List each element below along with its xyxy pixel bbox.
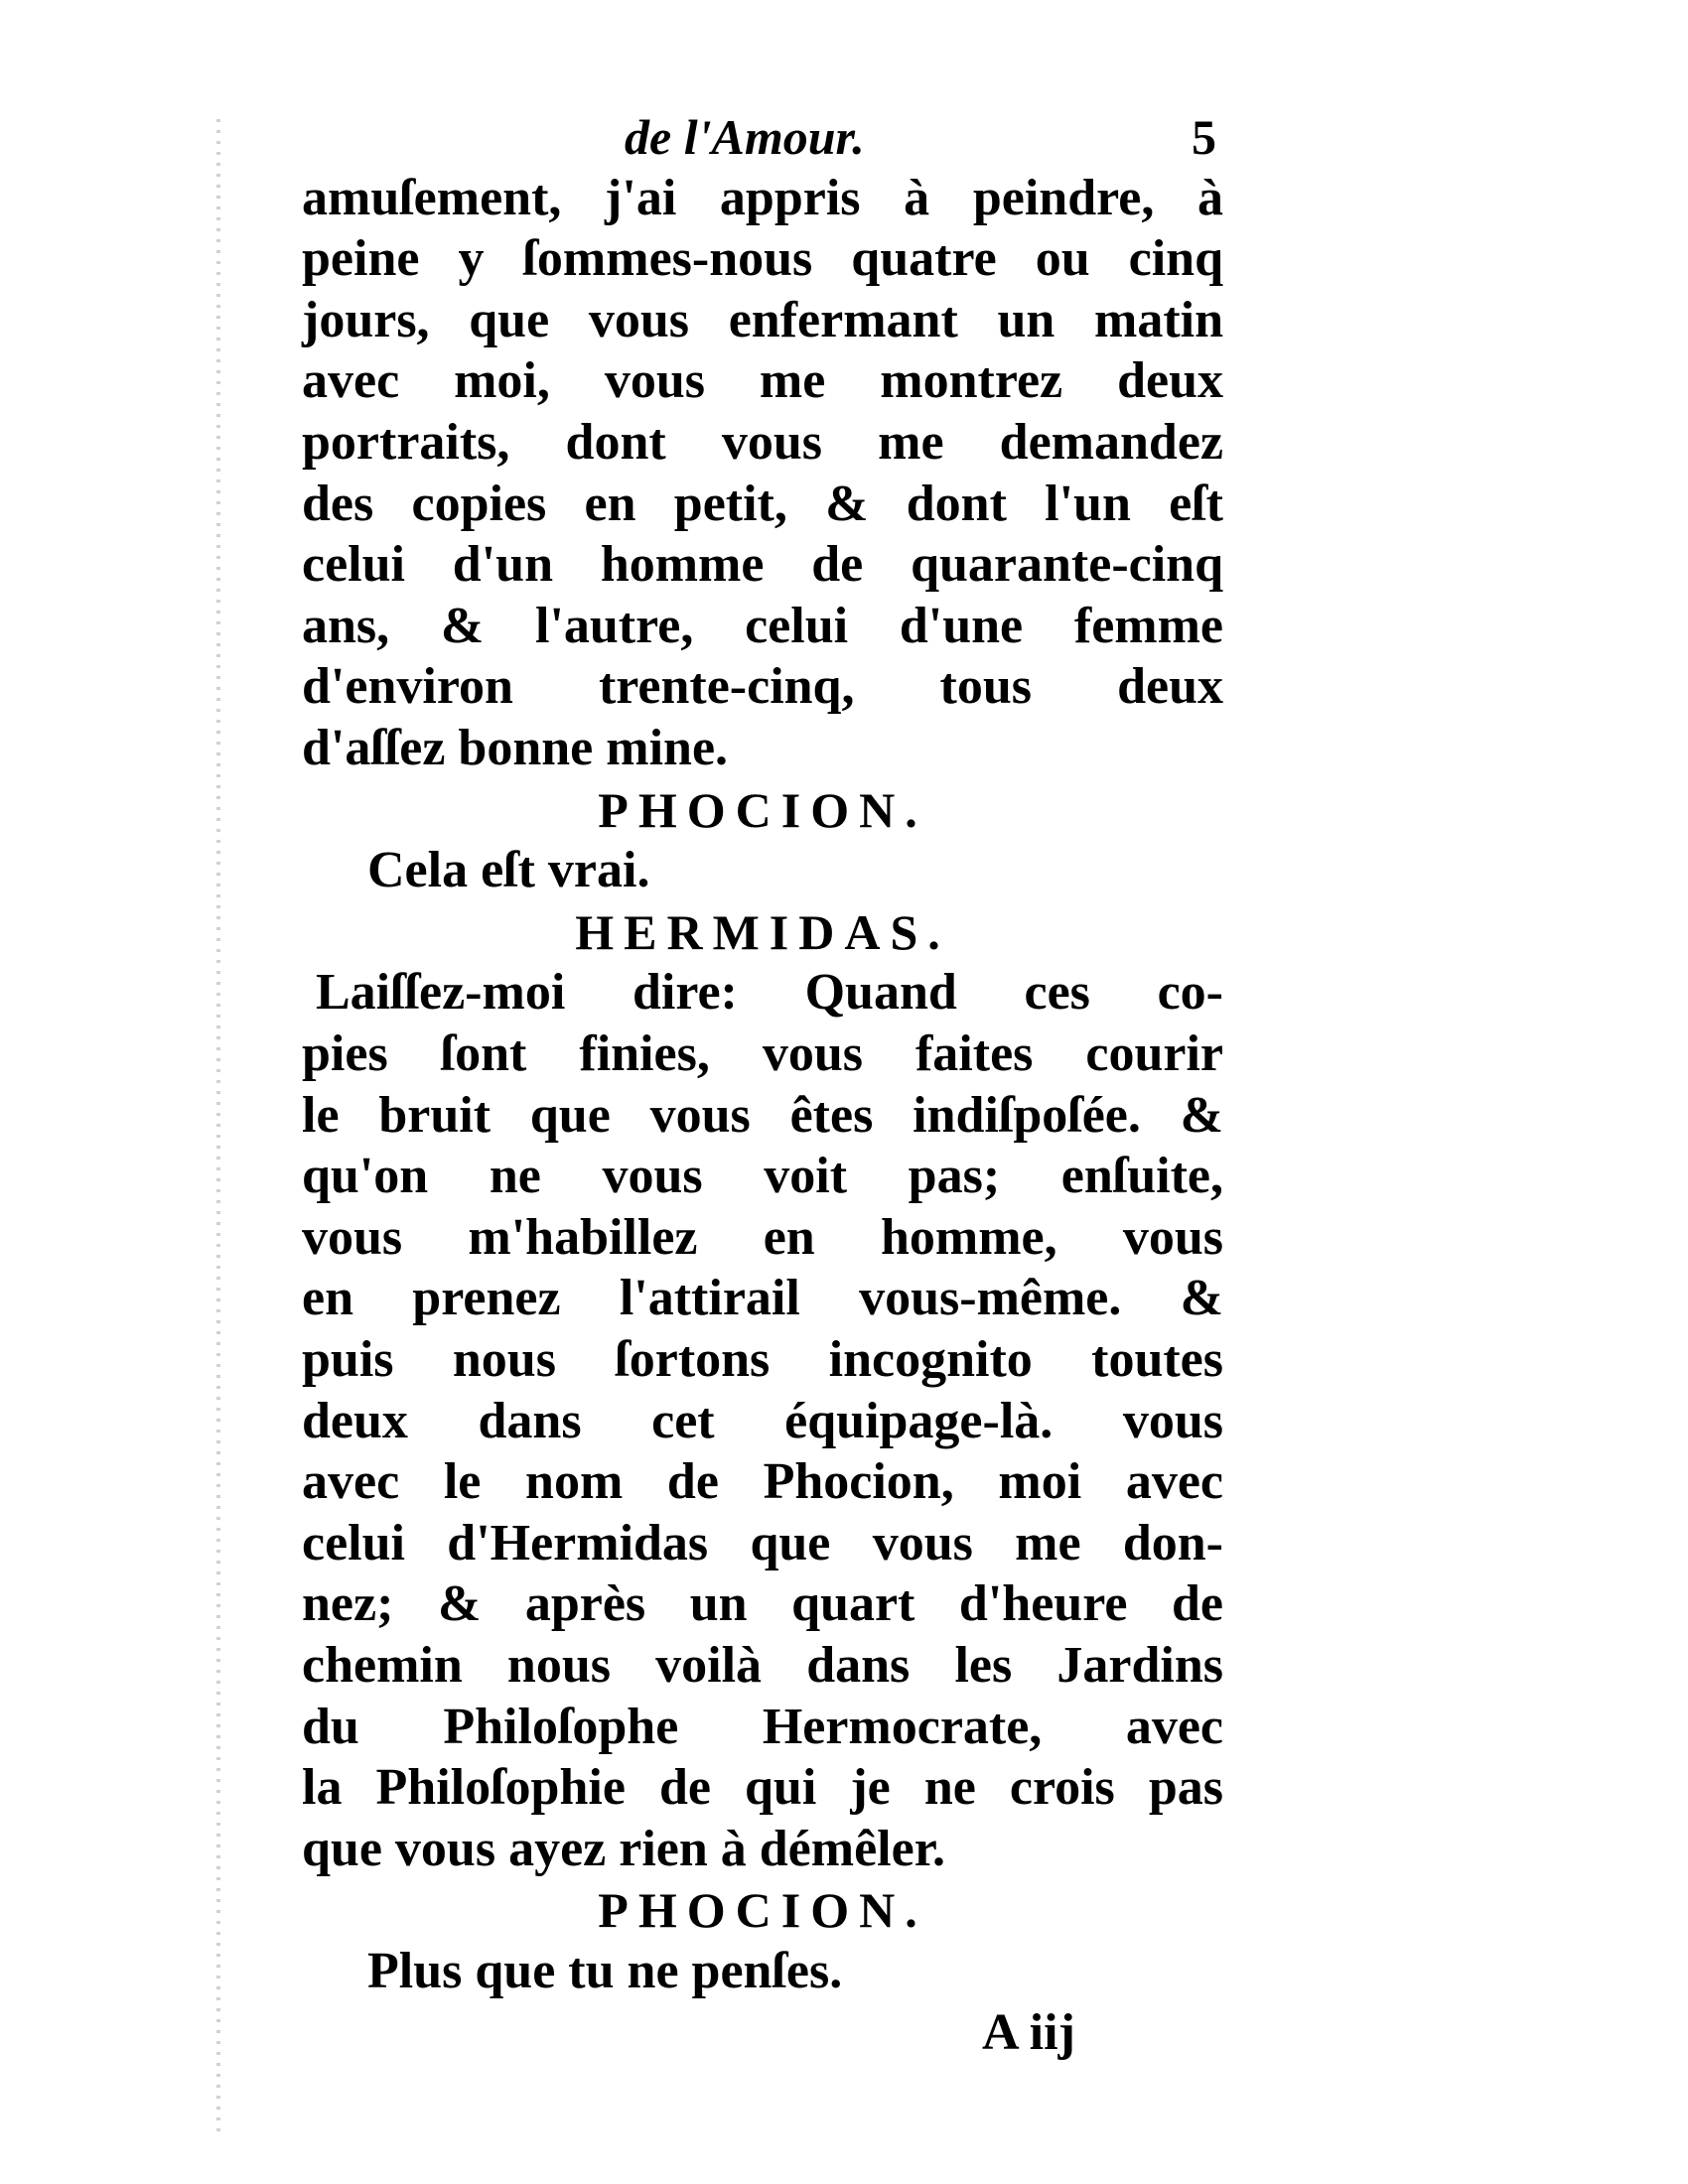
text-line: en prenez l'attirail vous-même. & bbox=[302, 1270, 1223, 1327]
text-line: des copies en petit, & dont l'un eſt bbox=[302, 475, 1223, 532]
text-line: Laiſſez-moi dire: Quand ces co- bbox=[316, 964, 1223, 1022]
speaker-name: PHOCION. bbox=[598, 781, 927, 838]
running-title: de l'Amour. bbox=[625, 109, 865, 165]
text-line: ans, & l'autre, celui d'une femme bbox=[302, 597, 1223, 654]
speaker-name: HERMIDAS. bbox=[575, 903, 950, 960]
text-line: Cela eſt vrai. bbox=[367, 842, 650, 899]
page-number: 5 bbox=[1192, 109, 1216, 165]
text-line: jours, que vous enfermant un matin bbox=[302, 291, 1223, 348]
text-line: qu'on ne vous voit pas; enſuite, bbox=[302, 1148, 1223, 1205]
text-line: la Philoſophie de qui je ne crois pas bbox=[302, 1759, 1223, 1817]
text-line: que vous ayez rien à démêler. bbox=[302, 1820, 945, 1877]
text-line: du Philoſophe Hermocrate, avec bbox=[302, 1698, 1223, 1755]
text-line: d'environ trente-cinq, tous deux bbox=[302, 658, 1223, 716]
text-line: vous m'habillez en homme, vous bbox=[302, 1208, 1223, 1266]
text-line: celui d'Hermidas que vous me don- bbox=[302, 1514, 1223, 1571]
speaker-name: PHOCION. bbox=[598, 1882, 927, 1939]
text-line: d'aſſez bonne mine. bbox=[302, 720, 729, 776]
text-line: deux dans cet équipage-là. vous bbox=[302, 1392, 1223, 1449]
text-line: puis nous ſortons incognito toutes bbox=[302, 1331, 1223, 1388]
signature-mark: A iij bbox=[982, 2003, 1075, 2061]
text-line: portraits, dont vous me demandez bbox=[302, 414, 1223, 471]
text-line: chemin nous voilà dans les Jardins bbox=[302, 1637, 1223, 1694]
text-line: celui d'un homme de quarante-cinq bbox=[302, 536, 1223, 594]
text-line: avec le nom de Phocion, moi avec bbox=[302, 1453, 1223, 1511]
text-line: nez; & après un quart d'heure de bbox=[302, 1575, 1223, 1633]
text-line: le bruit que vous êtes indiſpoſée. & bbox=[302, 1086, 1223, 1144]
text-line: Plus que tu ne penſes. bbox=[367, 1943, 843, 1999]
text-line: avec moi, vous me montrez deux bbox=[302, 352, 1223, 410]
scan-margin-noise bbox=[216, 119, 220, 2134]
text-line: peine y ſommes-nous quatre ou cinq bbox=[302, 230, 1223, 288]
text-line: amuſement, j'ai appris à peindre, à bbox=[302, 169, 1223, 226]
text-line: pies ſont finies, vous faites courir bbox=[302, 1025, 1223, 1082]
